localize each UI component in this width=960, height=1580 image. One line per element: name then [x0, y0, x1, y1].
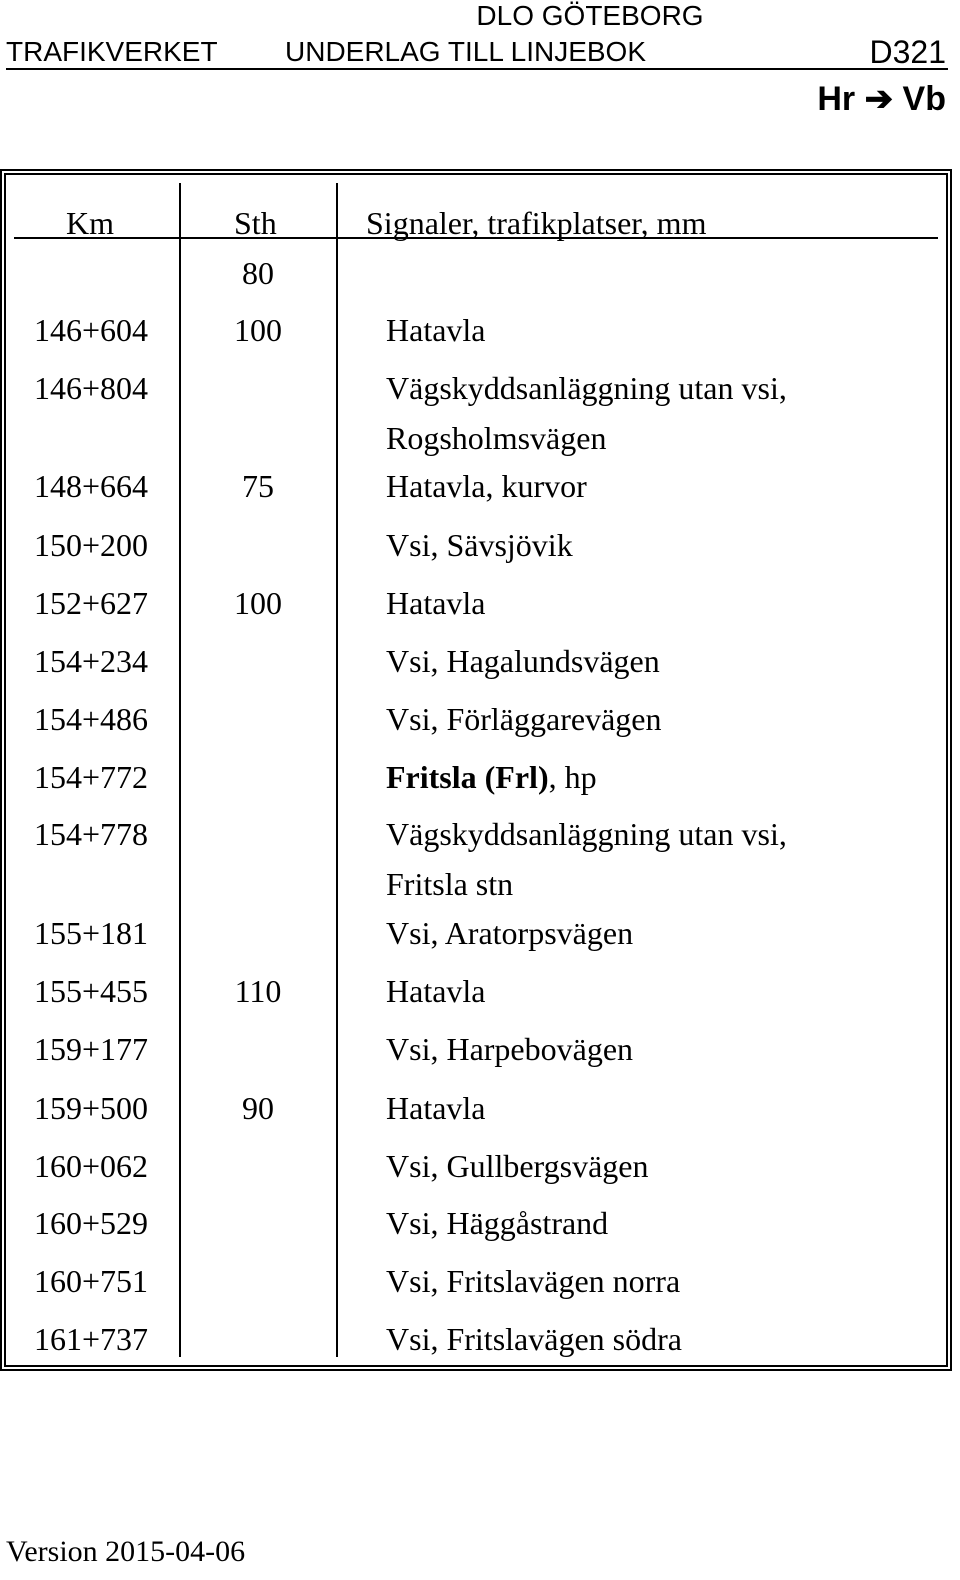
- km-cell: 154+778: [34, 816, 149, 852]
- signal-cell: Vsi, Fritslavägen norra: [386, 1263, 681, 1299]
- signal-cell: Vsi, Sävsjövik: [386, 527, 573, 563]
- signal-cell: Hatavla: [386, 973, 486, 1009]
- km-cell: 161+737: [34, 1321, 149, 1357]
- station-name: Fritsla (Frl): [386, 759, 549, 795]
- km-cell: 146+604: [34, 312, 149, 348]
- column-header-km: Km: [66, 205, 114, 241]
- header-divider: [6, 68, 948, 70]
- km-cell: 148+664: [34, 468, 149, 504]
- speed-cell: 90: [242, 1090, 274, 1126]
- signal-cell: Vsi, Förläggarevägen: [386, 701, 662, 737]
- signal-cell: Vägskyddsanläggning utan vsi,: [386, 370, 787, 406]
- signal-cell: Vsi, Hagalundsvägen: [386, 643, 660, 679]
- km-cell: 155+181: [34, 915, 149, 951]
- km-cell: 160+751: [34, 1263, 149, 1299]
- km-cell: 154+486: [34, 701, 149, 737]
- km-cell: 160+529: [34, 1205, 149, 1241]
- signal-cell: Hatavla: [386, 312, 486, 348]
- column-divider: [336, 183, 338, 1357]
- region-title: DLO GÖTEBORG: [476, 0, 704, 31]
- km-cell: 159+177: [34, 1031, 149, 1067]
- km-cell: 152+627: [34, 585, 149, 621]
- signal-cell: Vsi, Aratorpsvägen: [386, 915, 634, 951]
- station-type: , hp: [548, 759, 597, 795]
- km-cell: 150+200: [34, 527, 149, 563]
- km-cell: 159+500: [34, 1090, 149, 1126]
- km-cell: 154+772: [34, 759, 149, 795]
- column-header-sth: Sth: [234, 205, 277, 241]
- signal-cell: Vsi, Häggåstrand: [386, 1205, 609, 1241]
- signal-cell: Hatavla, kurvor: [386, 468, 587, 504]
- signal-cell: Vsi, Harpebovägen: [386, 1031, 634, 1067]
- signal-cell: Hatavla: [386, 585, 486, 621]
- document-code: D321: [869, 34, 946, 70]
- signal-cell: Vägskyddsanläggning utan vsi,: [386, 816, 787, 852]
- speed-cell: 75: [242, 468, 274, 504]
- signal-cell-continuation: Fritsla stn: [386, 866, 514, 902]
- document-title: UNDERLAG TILL LINJEBOK: [285, 36, 647, 67]
- signal-cell: Vsi, Gullbergsvägen: [386, 1148, 649, 1184]
- version-label: Version 2015-04-06: [6, 1535, 246, 1568]
- line-table: [0, 169, 952, 1371]
- speed-cell: 110: [234, 973, 282, 1009]
- arrow-right-icon: ➔: [864, 80, 894, 118]
- signal-cell: [386, 757, 597, 797]
- signal-cell: Hatavla: [386, 1090, 486, 1126]
- route-direction: [817, 80, 946, 118]
- km-cell: 154+234: [34, 643, 149, 679]
- route-to: Vb: [902, 80, 946, 118]
- organization-name: TRAFIKVERKET: [6, 36, 218, 67]
- speed-cell: 100: [234, 585, 282, 621]
- initial-speed: 80: [242, 255, 274, 291]
- route-from: Hr: [817, 80, 856, 118]
- column-divider: [179, 183, 181, 1357]
- column-header-signals: Signaler, trafikplatser, mm: [366, 205, 707, 241]
- km-cell: 160+062: [34, 1148, 149, 1184]
- km-cell: 146+804: [34, 370, 149, 406]
- km-cell: 155+455: [34, 973, 149, 1009]
- speed-cell: 100: [234, 312, 282, 348]
- signal-cell: Vsi, Fritslavägen södra: [386, 1321, 682, 1357]
- signal-cell-continuation: Rogsholmsvägen: [386, 420, 607, 456]
